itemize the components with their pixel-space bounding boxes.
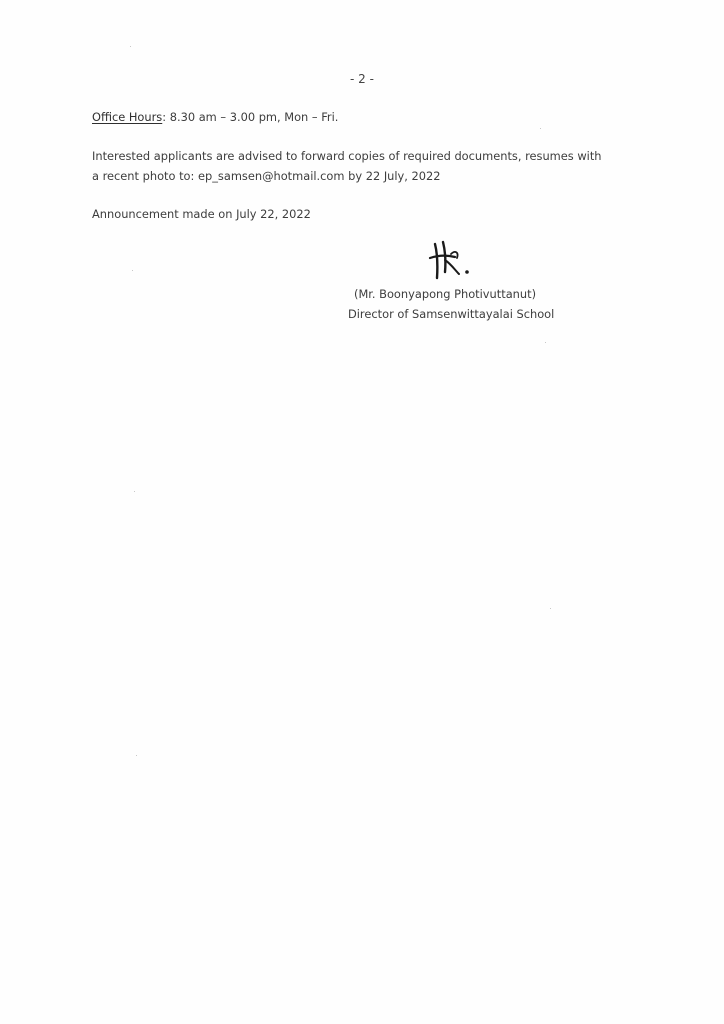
signatory-title: Director of Samsenwittayalai School: [348, 307, 555, 321]
application-line-1: Interested applicants are advised to forward copies of required documents, resumes with: [92, 149, 602, 163]
scan-speck: [130, 46, 131, 47]
scan-speck: [545, 342, 546, 343]
scan-speck: [132, 270, 133, 271]
scan-speck: [540, 128, 541, 129]
announcement-date: Announcement made on July 22, 2022: [92, 207, 311, 221]
office-hours-label: Office Hours: [92, 110, 163, 124]
signatory-name: (Mr. Boonyapong Photivuttanut): [354, 287, 537, 301]
scan-speck: [550, 608, 551, 609]
office-hours-line: [92, 107, 652, 127]
application-instructions: [92, 146, 652, 186]
signature-block: [348, 284, 554, 324]
application-line-2: a recent photo to: ep_samsen@hotmail.com by 22 July, 2022: [92, 169, 441, 183]
office-hours-value: 8.30 am – 3.00 pm, Mon – Fri.: [166, 110, 339, 124]
office-hours-colon: :: [162, 110, 167, 124]
page-number: - 2 -: [350, 72, 374, 86]
scan-speck: [136, 755, 137, 756]
scan-speck: [134, 491, 135, 492]
handwritten-signature: [425, 238, 475, 282]
